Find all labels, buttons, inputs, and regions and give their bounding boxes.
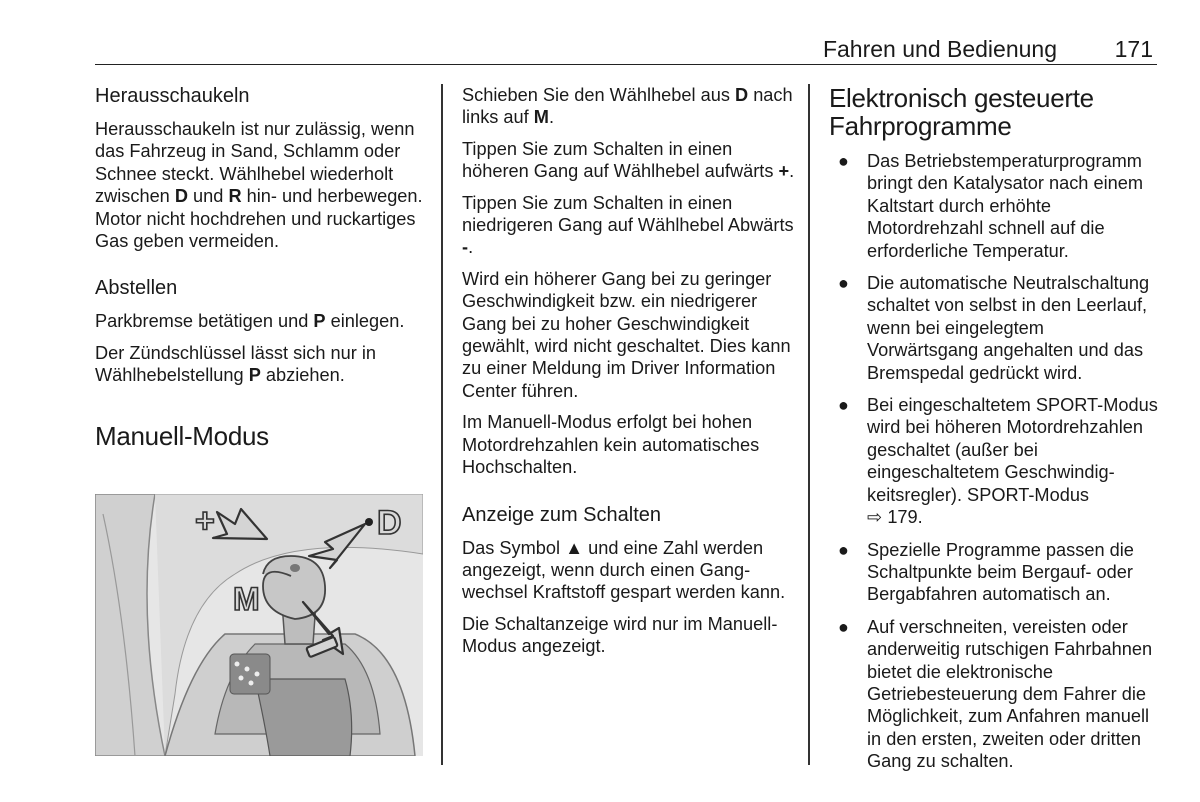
fahrprogramme-list [829,150,1159,773]
list-item: ● Spezielle Programme passen die Schaltpunkte beim Bergauf- oder Bergabfahren automatisch an. [838,539,1134,605]
paragraph-niedrigerer-gang: Tippen Sie zum Schalten in einen niedrigeren Gang auf Wählhebel Abwärts -. [462,192,794,258]
bullet-icon: ● [838,395,849,416]
paragraph-gangwahl: Wird ein höherer Gang bei zu geringer Geschwindigkeit bzw. ein niedrigerer Gang bei zu hoher Geschwindigkeit gewählt, wird nicht geschaltet. Dies kann zu einer Meldung im Driver Information Center führen. [462,268,791,401]
column-middle [462,84,797,667]
page-reference-link[interactable]: ⇨ 179. [867,507,923,528]
paragraph-abstellen-2: Der Zündschlüssel lässt sich nur in Wählhebelstellung P abziehen. [95,342,377,386]
bullet-icon: ● [838,616,849,637]
heading-abstellen: Abstellen [95,277,178,300]
paragraph-hoeherer-gang: Tippen Sie zum Schalten in einen höheren Gang auf Wählhebel aufwärts +. [462,138,795,182]
bullet-icon: ● [838,151,849,171]
m-label: M [233,581,260,617]
gear-lever-figure [95,494,423,756]
heading-herausschaukeln: Herausschaukeln [95,85,250,107]
paragraph-hochschalten: Im Manuell-Modus erfolgt bei hohen Motordrehzahlen kein automatisches Hochschalten. [462,412,760,478]
paragraph-schaltanzeige: Die Schaltanzeige wird nur im Manuell-Modus angezeigt. [462,613,778,657]
d-position-dot [365,518,373,526]
section-title: Fahren und Bedienung [822,36,1057,62]
page-header [95,36,1157,65]
column-right [829,84,1159,783]
heading-anzeige-zum-schalten: Anzeige zum Schalten [462,503,662,526]
plus-label: + [195,502,215,540]
list-item: ● Die automatische Neutralschaltung schaltet von selbst in den Leerlauf, wenn bei eingelegtem Vorwärtsgang angehalten und das Bremspedal gedrückt wird. [838,273,1150,383]
gear-lever-illustration [95,494,423,756]
column-divider [441,84,443,765]
paragraph-symbol: Das Symbol ▲ und eine Zahl werden angezeigt, wenn durch einen Gangwechsel Kraftstoff gespart werden kann. [462,537,786,603]
page-number: 171 [1114,36,1153,62]
bullet-icon: ● [838,539,849,560]
list-item: ● Auf verschneiten, vereisten oder anderweitig rutschigen Fahrbahnen bietet die elektronische Getriebesteuerung dem Fahrer die Möglichkeit, zum Anfahren manuell in den ersten, zweiten oder dritten Gang zu schalten. [838,616,1153,772]
heading-fahrprogramme: Elektronisch gesteuerte Fahrprogramme [829,83,1094,141]
heading-manuell-modus: Manuell-Modus [95,420,269,451]
paragraph-schieben: Schieben Sie den Wählhebel aus D nach links auf M. [462,85,793,128]
arrow-right-icon: ⇨ [867,507,883,528]
d-label: D [377,504,402,542]
list-item: ● Bei eingeschaltetem SPORT-Modus wird bei höheren Motordrehzahlen geschaltet (außer bei eingeschaltetem Geschwindigkeitsregler). SPORT-Modus ⇨ 179. [838,395,1158,528]
column-divider [808,84,810,765]
column-left [95,84,425,460]
bullet-icon: ● [838,273,849,294]
list-item: ● Das Betriebstemperaturprogramm bringt den Katalysator nach einem Kaltstart durch erhöhte Motordrehzahl schnell auf die erforderliche Temperatur. [838,151,1144,261]
paragraph-abstellen-1: Parkbremse betätigen und P einlegen. [95,311,405,332]
paragraph-herausschaukeln: Herausschaukeln ist nur zulässig, wenn das Fahrzeug in Sand, Schlamm oder Schnee steckt. Wählhebel wiederholt zwischen D und R hin- und herbewegen. Motor nicht hochdrehen und ruckartiges Gas geben vermeiden. [95,119,423,252]
